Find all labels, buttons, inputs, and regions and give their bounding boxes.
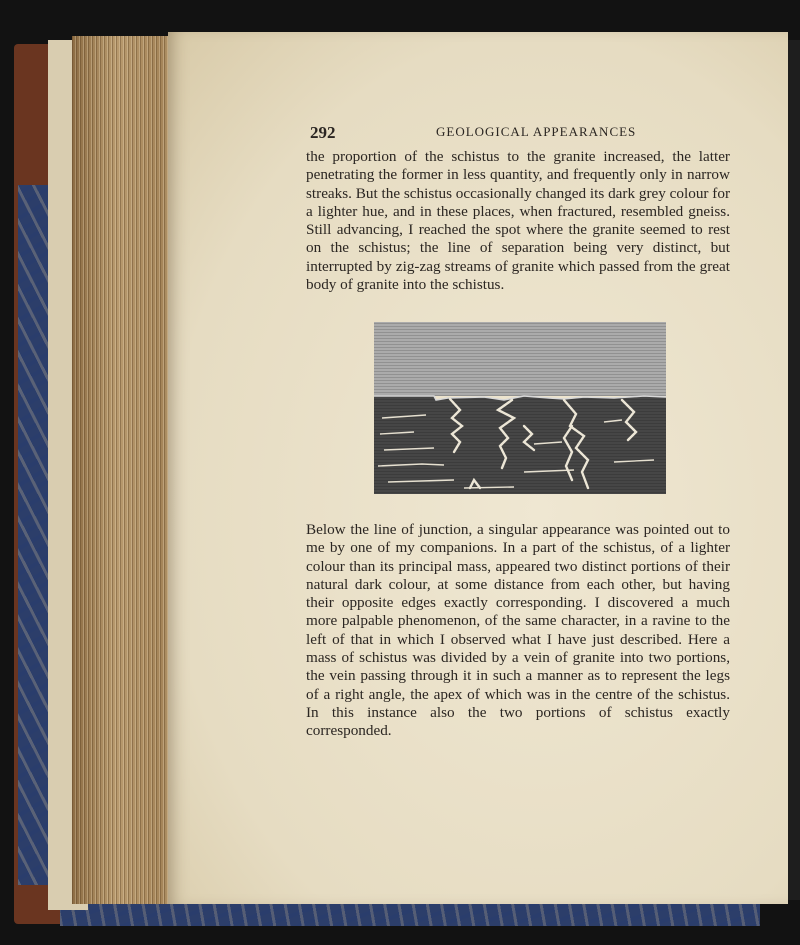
granite-band: [374, 322, 666, 396]
running-head: GEOLOGICAL APPEARANCES: [436, 124, 637, 139]
paragraph-2: Below the line of junction, a singular appearance was pointed out to me by one of my companions. In a part of the schistus, of a lighter colour than its principal mass, appeared two distinct portions of their natural dark colour, at some distance from each other, but having their opposite edges exactly corresponding. I discovered a much more palpable phenomenon, of the same character, in a ravine to the left of that in which I observed what I have just described. Here a mass of schistus was divided by a vein of granite into two portions, the vein passing through it in such a manner as to represent the legs of a right angle, the apex of which was in the centre of the schistus. In this instance also the two portions of schistus exactly corresponded.: [306, 521, 730, 740]
right-background: [788, 40, 800, 900]
schistus-band: [374, 396, 666, 494]
paragraph-1: the proportion of the schistus to the granite increased, the latter penetrating the former in less quantity, and frequently only in narrow streaks. But the schistus occasionally changed its dark grey colour for a lighter hue, and in these places, when fractured, resembled gneiss. Still advancing, I reached the spot where the granite seemed to rest on the schistus; the line of separation being very distinct, but interrupted by zig-zag streams of granite which passed from the great body of granite into the schistus.: [306, 148, 730, 294]
page-number: 292: [310, 123, 336, 142]
geological-illustration: [374, 322, 666, 494]
page-header: [310, 123, 730, 143]
